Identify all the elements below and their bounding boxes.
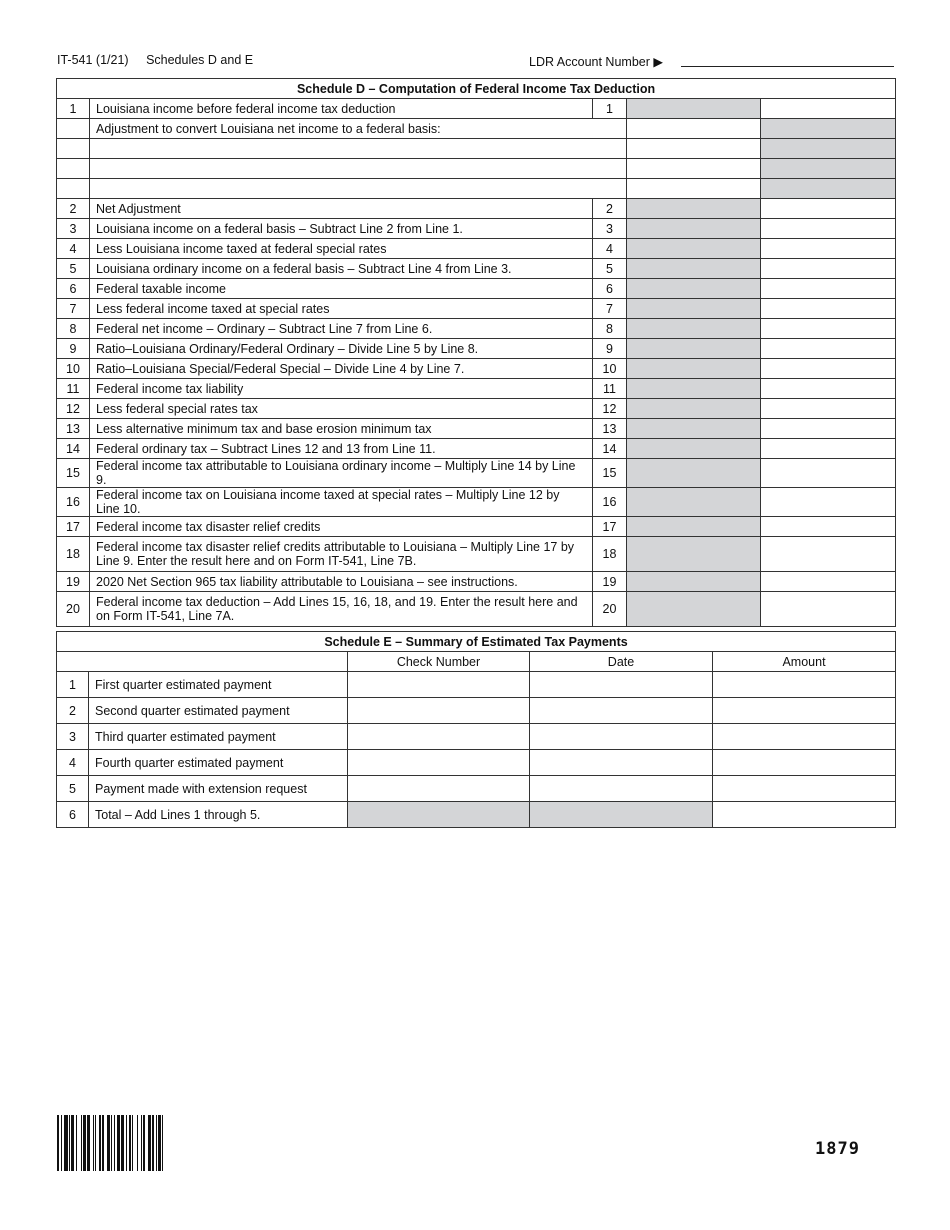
line-number: 3 [57, 219, 90, 239]
line-number: 13 [57, 419, 90, 439]
line-label: Less alternative minimum tax and base erosion minimum tax [90, 419, 593, 439]
line-ref: 1 [593, 99, 627, 119]
amount-field[interactable] [761, 339, 896, 359]
adjustment-description-field[interactable] [90, 159, 627, 179]
amount-field[interactable] [761, 279, 896, 299]
schedule-e-row [57, 750, 896, 776]
line-number: 19 [57, 572, 90, 592]
line-ref: 16 [593, 488, 627, 517]
line-label: Louisiana ordinary income on a federal basis – Subtract Line 4 from Line 3. [90, 259, 593, 279]
check-number-field[interactable] [348, 776, 530, 802]
shaded-cell [627, 259, 761, 279]
line-ref: 17 [593, 517, 627, 537]
line-label: Federal ordinary tax – Subtract Lines 12 and 13 from Line 11. [90, 439, 593, 459]
date-field[interactable] [530, 672, 713, 698]
line-number: 5 [57, 776, 89, 802]
shaded-cell [348, 802, 530, 828]
line-ref: 7 [593, 299, 627, 319]
account-number-label: LDR Account Number ▶ [529, 55, 663, 69]
amount-field[interactable] [713, 802, 896, 828]
amount-field[interactable] [761, 199, 896, 219]
shaded-cell [627, 459, 761, 488]
schedule-d-row [57, 439, 896, 459]
line-number: 10 [57, 359, 90, 379]
shaded-cell [627, 439, 761, 459]
shaded-cell [761, 119, 896, 139]
schedule-d-title: Schedule D – Computation of Federal Income Tax Deduction [57, 79, 896, 99]
adjustment-description-field[interactable] [90, 179, 627, 199]
line-ref: 19 [593, 572, 627, 592]
line-ref: 12 [593, 399, 627, 419]
account-number-field[interactable] [681, 66, 894, 67]
amount-field[interactable] [761, 572, 896, 592]
line-label: Net Adjustment [90, 199, 593, 219]
line-number: 1 [57, 672, 89, 698]
shaded-cell [627, 239, 761, 259]
line-label: Total – Add Lines 1 through 5. [89, 802, 348, 828]
line-ref: 13 [593, 419, 627, 439]
schedule-e-title: Schedule E – Summary of Estimated Tax Payments [57, 632, 896, 652]
line-label: Federal net income – Ordinary – Subtract Line 7 from Line 6. [90, 319, 593, 339]
check-number-field[interactable] [348, 698, 530, 724]
barcode [57, 1115, 205, 1171]
line-label: Fourth quarter estimated payment [89, 750, 348, 776]
shaded-cell [627, 359, 761, 379]
schedule-d-row [57, 399, 896, 419]
line-number: 12 [57, 399, 90, 419]
line-number: 16 [57, 488, 90, 517]
line-number: 15 [57, 459, 90, 488]
amount-field[interactable] [713, 724, 896, 750]
shaded-cell [627, 517, 761, 537]
amount-field[interactable] [761, 439, 896, 459]
line-number [57, 139, 90, 159]
line-ref: 9 [593, 339, 627, 359]
shaded-cell [627, 592, 761, 627]
line-label: Federal income tax liability [90, 379, 593, 399]
shaded-cell [627, 219, 761, 239]
line-ref: 11 [593, 379, 627, 399]
line-label: Less Louisiana income taxed at federal special rates [90, 239, 593, 259]
line-ref: 14 [593, 439, 627, 459]
amount-field[interactable] [713, 776, 896, 802]
amount-field[interactable] [761, 319, 896, 339]
line-number: 20 [57, 592, 90, 627]
amount-field[interactable] [761, 537, 896, 572]
amount-field[interactable] [761, 517, 896, 537]
shaded-cell [627, 339, 761, 359]
line-label: Federal income tax disaster relief credits attributable to Louisiana – Multiply Line 17 by Line 9. Enter the result here and on Form IT-541, Line 7B. [90, 537, 593, 572]
form-id: IT-541 (1/21) [57, 53, 129, 67]
schedule-d-row [57, 279, 896, 299]
shaded-cell [627, 319, 761, 339]
amount-field[interactable] [761, 99, 896, 119]
check-number-field[interactable] [348, 672, 530, 698]
line-ref: 3 [593, 219, 627, 239]
line-number: 2 [57, 698, 89, 724]
line-number: 4 [57, 239, 90, 259]
shaded-cell [627, 537, 761, 572]
schedule-d-row [57, 379, 896, 399]
schedule-d-row [57, 537, 896, 572]
amount-field[interactable] [713, 672, 896, 698]
schedule-d-row [57, 319, 896, 339]
shaded-cell [627, 419, 761, 439]
schedule-d-row [57, 299, 896, 319]
check-number-field[interactable] [348, 750, 530, 776]
column-header-amount: Amount [713, 652, 896, 672]
shaded-cell [530, 802, 713, 828]
shaded-cell [761, 179, 896, 199]
line-number: 3 [57, 724, 89, 750]
schedule-d-row [57, 572, 896, 592]
amount-field[interactable] [761, 219, 896, 239]
schedules-label: Schedules D and E [146, 53, 254, 67]
line-ref: 20 [593, 592, 627, 627]
line-label: Ratio–Louisiana Special/Federal Special – Divide Line 4 by Line 7. [90, 359, 593, 379]
line-ref: 8 [593, 319, 627, 339]
line-label: Louisiana income on a federal basis – Subtract Line 2 from Line 1. [90, 219, 593, 239]
line-ref: 15 [593, 459, 627, 488]
line-number: 5 [57, 259, 90, 279]
line-label: Federal income tax attributable to Louisiana ordinary income – Multiply Line 14 by Line 9. [90, 459, 593, 488]
amount-field[interactable] [761, 419, 896, 439]
date-field[interactable] [530, 724, 713, 750]
line-label: First quarter estimated payment [89, 672, 348, 698]
line-number: 8 [57, 319, 90, 339]
schedule-d-row [57, 488, 896, 517]
line-number: 4 [57, 750, 89, 776]
schedule-d-row [57, 339, 896, 359]
line-number: 14 [57, 439, 90, 459]
schedule-d-row [57, 592, 896, 627]
line-number: 6 [57, 802, 89, 828]
date-field[interactable] [530, 776, 713, 802]
blank-header [57, 652, 348, 672]
adjustment-entry-field[interactable] [627, 179, 761, 199]
shaded-cell [761, 159, 896, 179]
amount-field[interactable] [713, 750, 896, 776]
line-ref: 4 [593, 239, 627, 259]
amount-field[interactable] [761, 259, 896, 279]
line-ref: 5 [593, 259, 627, 279]
schedule-e-row [57, 724, 896, 750]
amount-field[interactable] [761, 399, 896, 419]
schedule-d-row [57, 459, 896, 488]
adjustment-description-field[interactable] [90, 139, 627, 159]
column-header-date: Date [530, 652, 713, 672]
line-label: 2020 Net Section 965 tax liability attributable to Louisiana – see instructions. [90, 572, 593, 592]
amount-field[interactable] [761, 379, 896, 399]
line-number: 6 [57, 279, 90, 299]
amount-field[interactable] [761, 239, 896, 259]
amount-field[interactable] [761, 359, 896, 379]
schedule-e-row [57, 672, 896, 698]
line-number: 18 [57, 537, 90, 572]
schedule-d-table [56, 78, 896, 627]
line-label: Less federal income taxed at special rates [90, 299, 593, 319]
shaded-cell [627, 379, 761, 399]
amount-field[interactable] [761, 459, 896, 488]
line-label: Payment made with extension request [89, 776, 348, 802]
line-label: Second quarter estimated payment [89, 698, 348, 724]
shaded-cell [627, 199, 761, 219]
line-ref: 2 [593, 199, 627, 219]
adjustment-entry-field[interactable] [627, 119, 761, 139]
line-number: 7 [57, 299, 90, 319]
shaded-cell [627, 279, 761, 299]
adjustment-entry-field[interactable] [627, 159, 761, 179]
line-label: Federal income tax deduction – Add Lines 15, 16, 18, and 19. Enter the result here and on Form IT-541, Line 7A. [90, 592, 593, 627]
line-ref: 18 [593, 537, 627, 572]
line-number: 9 [57, 339, 90, 359]
date-field[interactable] [530, 698, 713, 724]
schedule-d-row [57, 419, 896, 439]
amount-field[interactable] [761, 299, 896, 319]
shaded-cell [627, 488, 761, 517]
schedule-d-row [57, 239, 896, 259]
schedule-e-row [57, 776, 896, 802]
line-label: Federal income tax on Louisiana income taxed at special rates – Multiply Line 12 by Line 10. [90, 488, 593, 517]
shaded-cell [761, 139, 896, 159]
shaded-cell [627, 399, 761, 419]
adjustment-row [57, 179, 896, 199]
amount-field[interactable] [761, 592, 896, 627]
amount-field[interactable] [713, 698, 896, 724]
date-field[interactable] [530, 750, 713, 776]
column-header-row [57, 652, 896, 672]
adjustment-entry-field[interactable] [627, 139, 761, 159]
line-label: Less federal special rates tax [90, 399, 593, 419]
barcode-bar [162, 1115, 163, 1171]
adjustment-row [57, 139, 896, 159]
line-number [57, 159, 90, 179]
shaded-cell [627, 99, 761, 119]
line-label: Federal taxable income [90, 279, 593, 299]
schedule-d-row [57, 199, 896, 219]
line-number [57, 179, 90, 199]
form-header [57, 53, 253, 67]
schedule-d-row [57, 259, 896, 279]
schedule-d-row [57, 359, 896, 379]
line-label: Third quarter estimated payment [89, 724, 348, 750]
schedule-e-row [57, 802, 896, 828]
schedule-e-table [56, 631, 896, 828]
line-ref: 6 [593, 279, 627, 299]
schedule-d-row [57, 219, 896, 239]
line-number: 11 [57, 379, 90, 399]
column-header-check-number: Check Number [348, 652, 530, 672]
schedule-d-row [57, 517, 896, 537]
line-label: Federal income tax disaster relief credits [90, 517, 593, 537]
check-number-field[interactable] [348, 724, 530, 750]
shaded-cell [627, 299, 761, 319]
line-number: 17 [57, 517, 90, 537]
shaded-cell [627, 572, 761, 592]
line-ref: 10 [593, 359, 627, 379]
schedule-d-row [57, 99, 896, 119]
adjustment-label: Adjustment to convert Louisiana net income to a federal basis: [90, 119, 627, 139]
line-number: 2 [57, 199, 90, 219]
line-number: 1 [57, 99, 90, 119]
page-code: 1879 [815, 1139, 860, 1159]
schedule-e-row [57, 698, 896, 724]
adjustment-header-row [57, 119, 896, 139]
adjustment-row [57, 159, 896, 179]
amount-field[interactable] [761, 488, 896, 517]
line-label: Ratio–Louisiana Ordinary/Federal Ordinary – Divide Line 5 by Line 8. [90, 339, 593, 359]
line-label: Louisiana income before federal income tax deduction [90, 99, 593, 119]
line-number [57, 119, 90, 139]
